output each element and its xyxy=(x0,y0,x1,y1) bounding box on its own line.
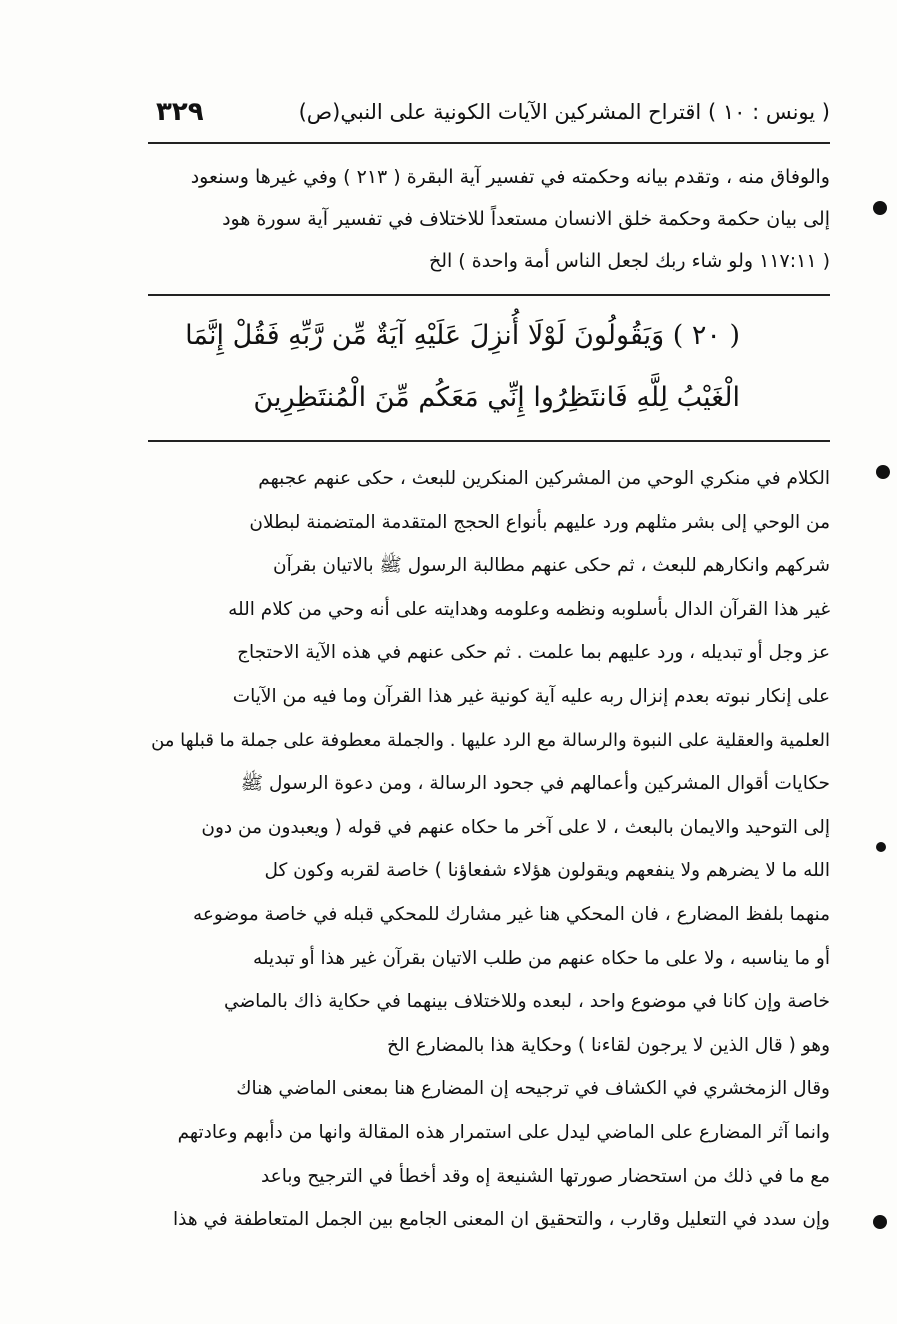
commentary-line: إلى التوحيد والايمان بالبعث ، لا على آخر ما حكاه عنهم في قوله ( ويعبدون من دون xyxy=(201,816,830,838)
punch-hole-mark xyxy=(873,1215,887,1229)
page-number: ٣٢٩ xyxy=(156,97,204,127)
commentary-line: حكايات أقوال المشركين وأعمالهم في جحود الرسالة ، ومن دعوة الرسول ﷺ xyxy=(240,773,830,795)
commentary-line: منهما بلفظ المضارع ، فان المحكي هنا غير مشارك للمحكي قبله في خاصة موضوعه xyxy=(192,903,830,925)
commentary-line: خاصة وإن كانا في موضوع واحد ، لبعده وللاختلاف بينهما في حكاية ذاك بالماضي xyxy=(224,991,830,1013)
commentary-line: من الوحي إلى بشر مثلهم ورد عليهم بأنواع الحجج المتقدمة المتضمنة لبطلان xyxy=(249,511,830,533)
quran-verse xyxy=(150,305,740,429)
verse-line: الْغَيْبُ لِلَّهِ فَانتَظِرُوا إِنِّي مَعَكُم مِّنَ الْمُنتَظِرِينَ xyxy=(253,382,740,413)
commentary-line: العلمية والعقلية على النبوة والرسالة مع الرد عليها . والجملة معطوفة على جملة ما قبلها من xyxy=(151,729,830,751)
header-rule xyxy=(148,142,830,144)
commentary-line: أو ما يناسبه ، ولا على ما حكاه عنهم من طلب الاتيان بقرآن غير هذا أو تبديله xyxy=(253,947,830,969)
commentary-line: وإن سدد في التعليل وقارب ، والتحقيق ان المعنى الجامع بين الجمل المتعاطفة في هذا xyxy=(172,1209,830,1231)
commentary-line: مع ما في ذلك من استحضار صورتها الشنيعة إه وقد أخطأ في الترجيح وباعد xyxy=(260,1165,830,1187)
commentary-line: وقال الزمخشري في الكشاف في ترجيحه إن المضارع هنا بمعنى الماضي هناك xyxy=(236,1078,830,1100)
intro-line: والوفاق منه ، وتقدم بيانه وحكمته في تفسير آية البقرة ( ٢١٣ ) وفي غيرها وسنعود xyxy=(190,166,830,188)
header-title: ( يونس : ١٠ ) اقتراح المشركين الآيات الكونية على النبي(ص) xyxy=(298,100,830,124)
commentary-line: شركهم وانكارهم للبعث ، ثم حكى عنهم مطالبة الرسول ﷺ بالاتيان بقرآن xyxy=(273,555,830,577)
running-header xyxy=(150,92,830,132)
commentary-line: غير هذا القرآن الدال بأسلوبه ونظمه وعلومه وهدايته على أنه وحي من كلام الله xyxy=(228,598,830,620)
commentary-line: وانما آثر المضارع على الماضي ليدل على استمرار هذه المقالة وانها من دأبهم وعادتهم xyxy=(177,1121,830,1143)
punch-hole-mark xyxy=(876,842,886,852)
verse-bottom-rule xyxy=(148,440,830,442)
verse-line: ( ٢٠ ) وَيَقُولُونَ لَوْلَا أُنزِلَ عَلَيْهِ آيَةٌ مِّن رَّبِّهِ فَقُلْ إِنَّمَا xyxy=(185,320,740,351)
commentary-line: الكلام في منكري الوحي من المشركين المنكرين للبعث ، حكى عنهم عجبهم xyxy=(258,468,830,489)
punch-hole-mark xyxy=(876,465,890,479)
punch-hole-mark xyxy=(873,201,887,215)
commentary-line: عز وجل أو تبديله ، ورد عليهم بما علمت . ثم حكى عنهم في هذه الآية الاحتجاج xyxy=(237,642,830,664)
commentary-text xyxy=(150,457,830,1242)
commentary-line: على إنكار نبوته بعدم إنزال ربه عليه آية كونية غير هذا القرآن وما فيه من الآيات xyxy=(232,685,830,707)
intro-paragraph xyxy=(155,156,830,282)
commentary-line: الله ما لا يضرهم ولا ينفعهم ويقولون هؤلاء شفعاؤنا ) خاصة لقربه وكون كل xyxy=(264,860,830,882)
verse-top-rule xyxy=(148,294,830,296)
intro-line: إلى بيان حكمة وحكمة خلق الانسان مستعداً للاختلاف في تفسير آية سورة هود xyxy=(222,208,830,230)
intro-line: ( ١١٧:١١ ولو شاء ربك لجعل الناس أمة واحدة ) الخ xyxy=(428,250,830,272)
commentary-line: وهو ( قال الذين لا يرجون لقاءنا ) وحكاية هذا بالمضارع الخ xyxy=(387,1034,830,1056)
